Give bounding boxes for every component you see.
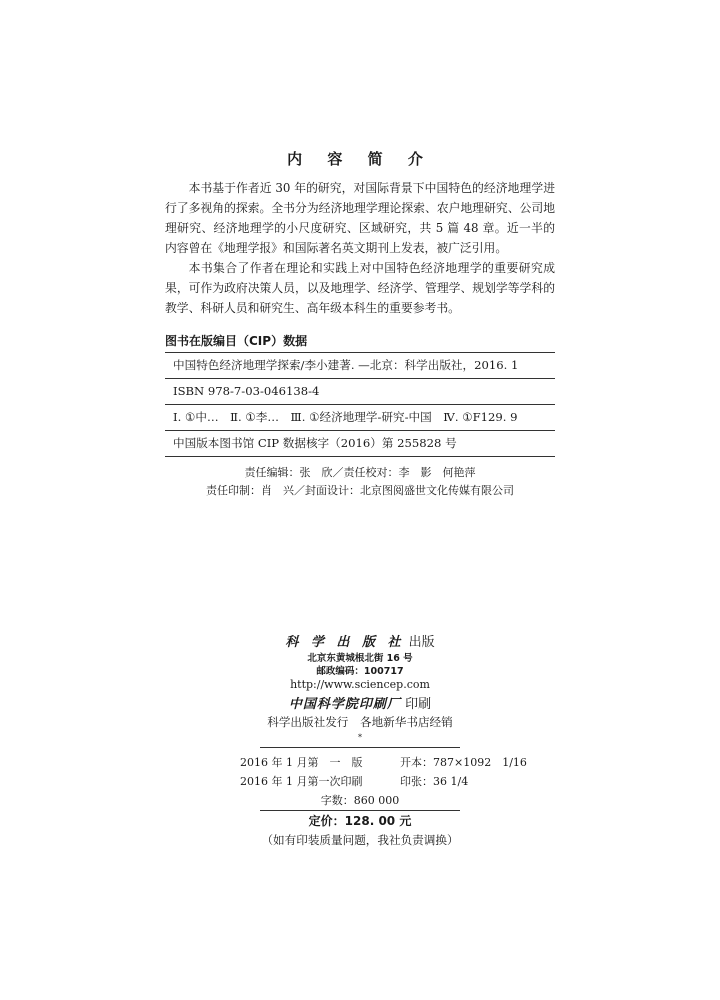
publisher-line (0, 631, 720, 650)
summary-paragraph-2: 本书集合了作者在理论和实践上对中国特色经济地理学的重要研究成果，可作为政府决策人员，以及地理学、经济学、管理学、规划学等学科的教学、科研人员和研究生、高年级本科生的重要参考书。 (165, 261, 555, 315)
publisher-website: http://www.sciencep.com (290, 678, 430, 691)
summary-paragraph-1: 本书基于作者近 30 年的研究，对国际背景下中国特色的经济地理学进行了多视角的探索。全书分为经济地理学理论探索、农户地理研究、公司地理研究、经济地理学的小尺度研究、区域研究，共 5 篇 48 章。近一半的内容曾在《地理学报》和国际著名英文期刊上发表，被广泛引用。 (165, 181, 555, 255)
publisher-suffix: 出版 (404, 635, 435, 650)
credits-editors: 责任编辑：张 欣／责任校对：李 影 何艳萍 (244, 466, 476, 479)
word-count: 字数：860 000 (320, 794, 400, 807)
cip-title: 图书在版编目（CIP）数据 (165, 334, 308, 348)
credits-production: 责任印制：肖 兴／封面设计：北京图阅盛世文化传媒有限公司 (206, 484, 514, 497)
publication-rule-top (260, 747, 460, 748)
format-info: 开本：787×1092 1/16 (400, 756, 527, 769)
publisher-name: 科 学 出 版 社 (285, 635, 405, 650)
publisher-address: 北京东黄城根北街 16 号 (307, 653, 413, 664)
summary-heading: 内 容 简 介 (287, 150, 433, 168)
printer-suffix: 印刷 (400, 697, 432, 712)
cip-line-isbn: ISBN 978-7-03-046138-4 (173, 384, 320, 398)
printer-name: 中国科学院印刷厂 (288, 697, 401, 712)
printer-line (0, 693, 720, 712)
price: 定价：128. 00 元 (308, 814, 412, 828)
edition-info: 2016 年 1 月第 一 版 (240, 756, 363, 769)
cip-rule (165, 456, 555, 457)
cip-line-catalog-number: 中国版本图书馆 CIP 数据核字（2016）第 255828 号 (173, 436, 457, 450)
distribution-line: 科学出版社发行 各地新华书店经销 (267, 715, 453, 729)
printing-info: 2016 年 1 月第一次印刷 (240, 775, 363, 788)
sheets-info: 印张：36 1/4 (400, 775, 469, 788)
quality-note: （如有印装质量问题，我社负责调换） (261, 833, 459, 847)
publication-rule-bottom (260, 810, 460, 811)
star-ornament: * (358, 733, 362, 742)
spec-row-edition (240, 754, 540, 770)
cip-data-block (165, 330, 555, 457)
spec-row-printing (240, 773, 540, 789)
postal-code: 邮政编码：100717 (316, 666, 404, 677)
cip-line-classification: Ⅰ. ①中… Ⅱ. ①李… Ⅲ. ①经济地理学-研究-中国 Ⅳ. ①F129. 9 (173, 410, 518, 424)
cip-line-bibliographic: 中国特色经济地理学探索/李小建著. —北京：科学出版社，2016. 1 (173, 358, 519, 372)
